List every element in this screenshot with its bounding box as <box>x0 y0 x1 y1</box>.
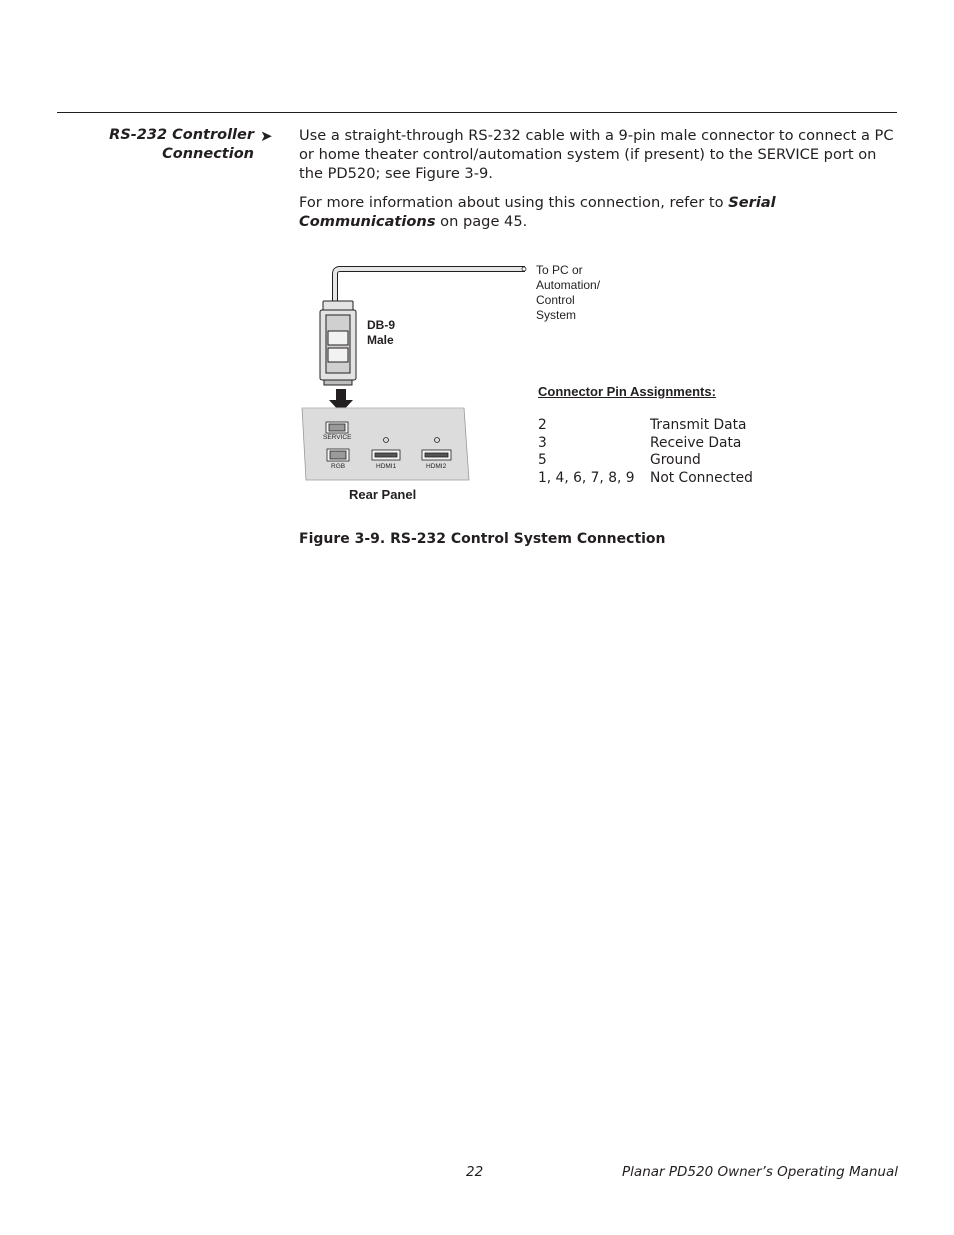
section-heading <box>100 126 254 164</box>
pin-assignments-table <box>538 417 753 487</box>
connector-label <box>367 318 395 348</box>
cable-label-line: System <box>536 308 577 322</box>
pin-function: Transmit Data <box>650 417 747 433</box>
service-port <box>326 422 348 433</box>
db9-connector <box>320 301 356 385</box>
service-port-label: SERVICE <box>323 434 352 441</box>
figure-caption: Figure 3-9. RS-232 Control System Connection <box>299 531 666 547</box>
rgb-port-label: RGB <box>331 463 346 470</box>
connector-label-line: DB-9 <box>367 318 396 332</box>
paragraph-reference <box>299 193 899 231</box>
figure-rs232-diagram <box>298 258 768 508</box>
cable-label-line: To PC or <box>536 263 583 277</box>
cable-end <box>522 267 526 271</box>
reference-text-before: For more information about using this connection, refer to <box>299 194 729 211</box>
pin-number: 2 <box>538 417 547 433</box>
paragraph-intro: Use a straight-through RS-232 cable with a 9-pin male connector to connect a PC or home theater control/automation system (if present) to the SERVICE port on the PD520; see Figure 3-9. <box>299 127 894 182</box>
pin-row <box>538 417 753 435</box>
pin-number: 5 <box>538 452 547 468</box>
cable-fill <box>335 269 525 304</box>
connector-label-line: Male <box>367 333 394 347</box>
section-heading-line1: RS-232 Controller <box>109 127 254 143</box>
header-rule <box>57 112 897 113</box>
hdmi1-port-label: HDMI1 <box>376 463 397 470</box>
pin-function: Not Connected <box>650 469 753 486</box>
arrow-icon: ➤ <box>260 127 273 145</box>
pin-assignments-heading: Connector Pin Assignments: <box>538 384 716 399</box>
pin-number: 1, 4, 6, 7, 8, 9 <box>538 469 635 486</box>
pin-function: Ground <box>650 452 701 468</box>
cable-label-line: Automation/ <box>536 278 601 292</box>
pin-row <box>538 435 753 453</box>
pin-row <box>538 470 753 488</box>
cable-label-line: Control <box>536 293 575 307</box>
reference-text-after: on page 45. <box>435 213 528 230</box>
section-heading-line2: Connection <box>162 146 254 162</box>
cable-destination-label <box>536 263 600 323</box>
pin-row <box>538 452 753 470</box>
serial-communications-link[interactable]: Serial Communications <box>299 194 776 230</box>
pin-function: Receive Data <box>650 434 742 451</box>
rear-panel-label: Rear Panel <box>349 487 417 502</box>
cable-outline <box>335 269 525 304</box>
hdmi2-port-label: HDMI2 <box>426 463 447 470</box>
manual-title: Planar PD520 Owner’s Operating Manual <box>622 1164 898 1180</box>
pin-number: 3 <box>538 434 547 451</box>
page-number: 22 <box>466 1164 484 1180</box>
rgb-port <box>327 449 349 461</box>
